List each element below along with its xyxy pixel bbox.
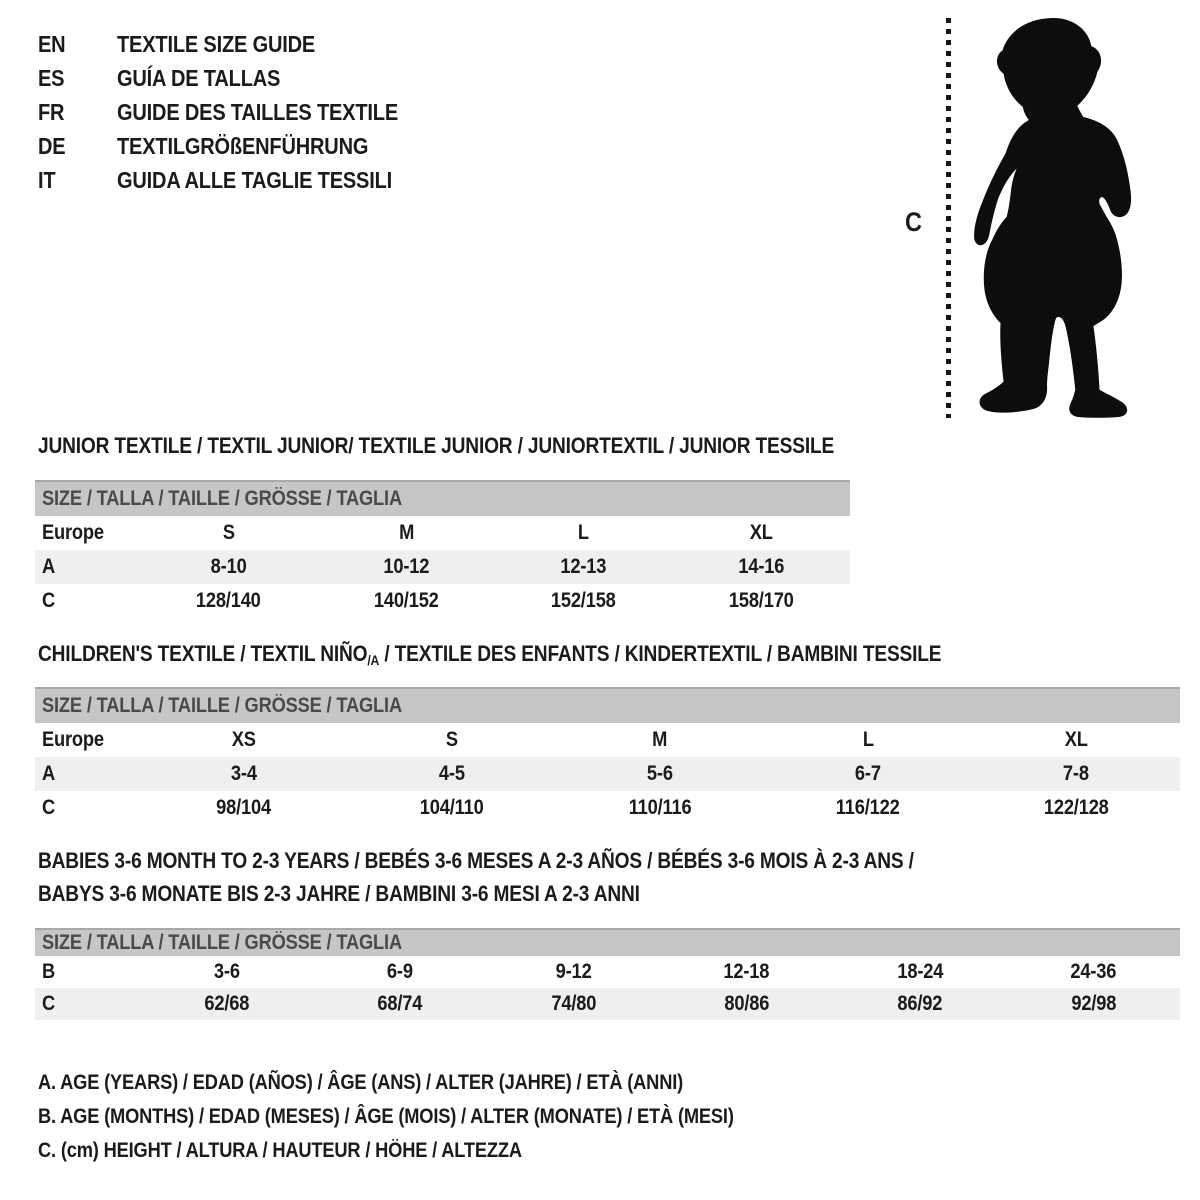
height-cell: 158/170 — [728, 589, 794, 612]
size-header-bar — [35, 480, 850, 516]
size-cell: XS — [231, 728, 257, 751]
language-row-es — [38, 61, 440, 95]
language-code: ES — [38, 64, 65, 91]
toddler-silhouette-icon — [953, 16, 1145, 420]
table-row-height — [35, 584, 850, 618]
row-label: B — [42, 960, 56, 983]
size-cell: L — [862, 728, 874, 751]
table-row-height — [35, 988, 1180, 1020]
legend-line-a: A. AGE (YEARS) / EDAD (AÑOS) / ÂGE (ANS) / ALTER (JAHRE) / ETÀ (ANNI) — [38, 1071, 684, 1094]
language-row-fr — [38, 95, 440, 129]
height-cell: 110/116 — [628, 796, 692, 819]
language-code: FR — [38, 98, 65, 125]
table-row-age — [35, 550, 850, 584]
language-code: IT — [38, 166, 56, 193]
height-cell: 74/80 — [550, 992, 596, 1015]
nino-a-subscript: /A — [367, 652, 380, 668]
age-cell: 12-13 — [560, 555, 607, 578]
table-row-height — [35, 791, 1180, 825]
size-cell: XL — [749, 521, 773, 544]
age-cell: 5-6 — [647, 762, 673, 785]
age-cell: 7-8 — [1063, 762, 1089, 785]
months-cell: 12-18 — [723, 960, 770, 983]
months-cell: 6-9 — [387, 960, 413, 983]
age-cell: 10-12 — [383, 555, 430, 578]
height-cell: 92/98 — [1070, 992, 1116, 1015]
size-cell: XL — [1064, 728, 1088, 751]
row-label: Europe — [42, 728, 104, 751]
months-cell: 24-36 — [1070, 960, 1117, 983]
babies-size-table — [35, 928, 1180, 1020]
row-label: A — [42, 762, 56, 785]
size-header-label: SIZE / TALLA / TAILLE / GRÖSSE / TAGLIA — [42, 694, 402, 717]
junior-table-title: JUNIOR TEXTILE / TEXTIL JUNIOR/ TEXTILE JUNIOR / JUNIORTEXTIL / JUNIOR TESSILE — [38, 433, 835, 458]
legend-line-b: B. AGE (MONTHS) / EDAD (MESES) / ÂGE (MOIS) / ALTER (MONATE) / ETÀ (MESI) — [38, 1105, 734, 1128]
height-cell: 80/86 — [724, 992, 770, 1015]
language-label: GUIDA ALLE TAGLIE TESSILI — [117, 166, 393, 193]
babies-table-title-line1: BABIES 3-6 MONTH TO 2-3 YEARS / BEBÉS 3-6 MESES A 2-3 AÑOS / BÉBÉS 3-6 MOIS À 2-3 ANS / — [38, 848, 914, 873]
children-size-table — [35, 687, 1180, 825]
babies-table-title-line2: BABYS 3-6 MONATE BIS 2-3 JAHRE / BAMBINI 3-6 MESI A 2-3 ANNI — [38, 881, 640, 906]
row-label: C — [42, 992, 56, 1015]
height-cell: 68/74 — [377, 992, 423, 1015]
height-cell: 62/68 — [204, 992, 250, 1015]
measurement-legend — [38, 1066, 838, 1168]
size-header-bar — [35, 928, 1180, 956]
size-cell: S — [445, 728, 459, 751]
height-cell: 86/92 — [897, 992, 943, 1015]
months-cell: 18-24 — [897, 960, 943, 983]
size-cell: S — [222, 521, 235, 544]
size-cell: L — [578, 521, 590, 544]
age-cell: 6-7 — [855, 762, 881, 785]
language-code: EN — [38, 30, 66, 57]
height-cell: 98/104 — [216, 796, 272, 819]
table-row-age — [35, 757, 1180, 791]
age-cell: 4-5 — [439, 762, 465, 785]
size-cell: M — [652, 728, 668, 751]
dashed-measure-line — [946, 18, 951, 418]
row-label: C — [42, 589, 56, 612]
language-label: TEXTILGRÖßENFÜHRUNG — [117, 132, 369, 159]
language-row-en — [38, 27, 440, 61]
children-table-title: CHILDREN'S TEXTILE / TEXTIL NIÑO/A / TEXTILE DES ENFANTS / KINDERTEXTIL / BAMBINI TESSILE — [38, 641, 942, 668]
height-cell: 122/128 — [1043, 796, 1109, 819]
language-row-it — [38, 163, 440, 197]
row-label: Europe — [42, 521, 104, 544]
language-label: GUÍA DE TALLAS — [117, 64, 281, 91]
height-cell: 104/110 — [420, 796, 484, 819]
age-cell: 8-10 — [210, 555, 247, 578]
age-cell: 3-4 — [231, 762, 257, 785]
legend-line-c: C. (cm) HEIGHT / ALTURA / HAUTEUR / HÖHE / ALTEZZA — [38, 1139, 522, 1162]
junior-size-table — [35, 480, 850, 618]
height-cell: 128/140 — [196, 589, 262, 612]
row-label: C — [42, 796, 56, 819]
months-cell: 3-6 — [213, 960, 240, 983]
language-title-block — [38, 27, 440, 197]
language-code: DE — [38, 132, 66, 159]
height-cell: 140/152 — [373, 589, 439, 612]
table-row-months — [35, 956, 1180, 988]
language-row-de — [38, 129, 440, 163]
size-cell: M — [398, 521, 414, 544]
height-cell: 116/122 — [836, 796, 900, 819]
language-label: GUIDE DES TAILLES TEXTILE — [117, 98, 399, 125]
height-measure-label: C — [905, 207, 922, 237]
size-header-label: SIZE / TALLA / TAILLE / GRÖSSE / TAGLIA — [42, 487, 402, 510]
table-row-europe — [35, 516, 850, 550]
row-label: A — [42, 555, 56, 578]
table-row-europe — [35, 723, 1180, 757]
months-cell: 9-12 — [555, 960, 592, 983]
language-label: TEXTILE SIZE GUIDE — [117, 30, 316, 57]
size-header-label: SIZE / TALLA / TAILLE / GRÖSSE / TAGLIA — [42, 931, 402, 954]
size-header-bar — [35, 687, 1180, 723]
age-cell: 14-16 — [738, 555, 785, 578]
height-cell: 152/158 — [551, 589, 617, 612]
